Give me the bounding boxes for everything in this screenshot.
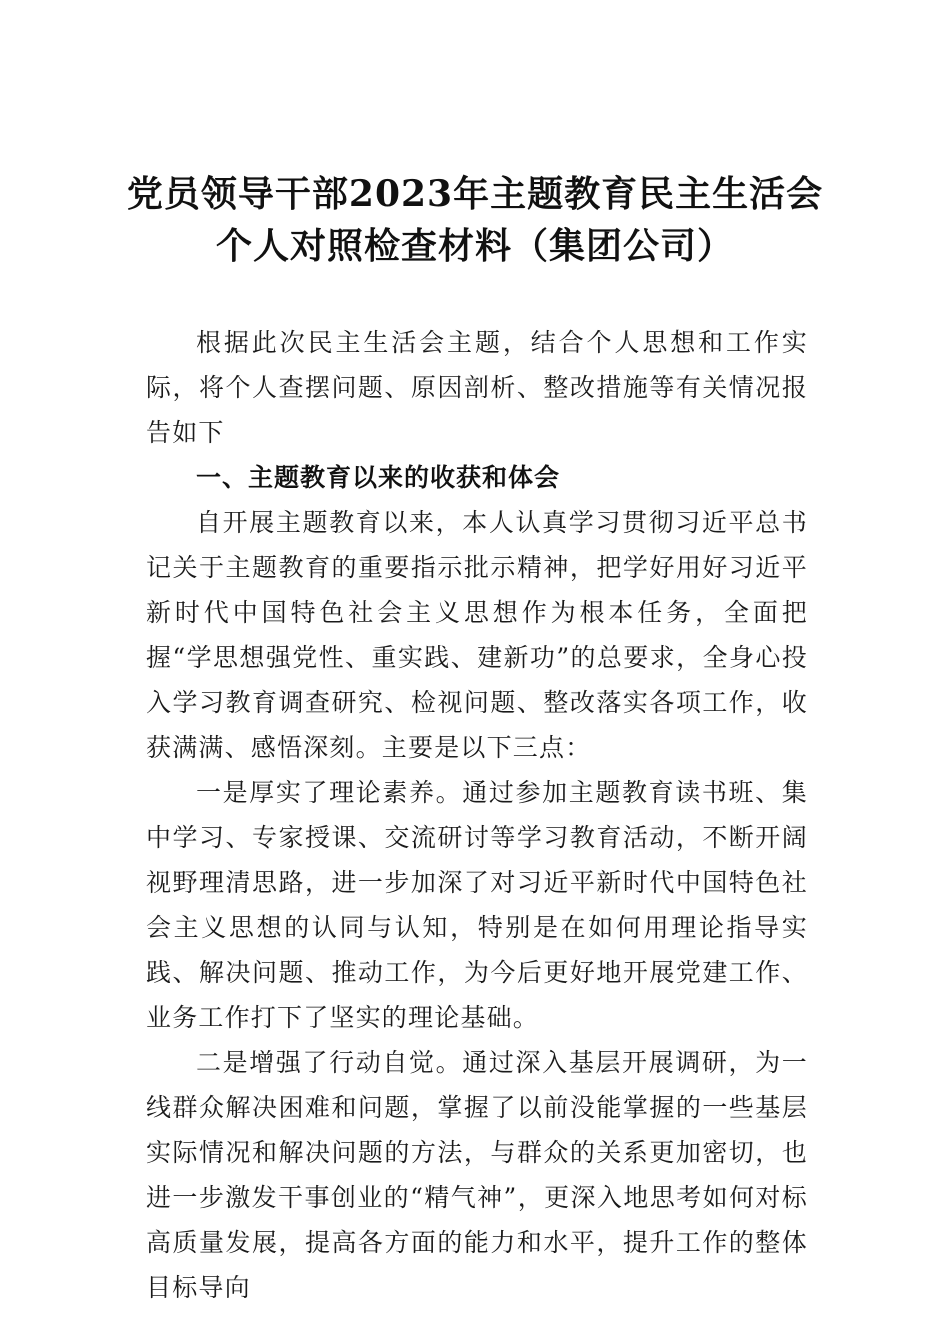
- title-line-2: 个人对照检查材料（集团公司）: [215, 225, 734, 267]
- document-body: [146, 320, 808, 1310]
- paragraph-overview: 自开展主题教育以来，本人认真学习贯彻习近平总书记关于主题教育的重要指示批示精神，把学好用好习近平新时代中国特色社会主义思想作为根本任务，全面把握“学思想强党性、重实践、建新功”的总要求，全身心投入学习教育调查研究、检视问题、整改落实各项工作，收获满满、感悟深刻。主要是以下三点：: [146, 508, 808, 762]
- title-line-1: 党员领导干部2023年主题教育民主生活会: [126, 173, 824, 215]
- paragraph-point-1: 一是厚实了理论素养。通过参加主题教育读书班、集中学习、专家授课、交流研讨等学习教育活动，不断开阔视野理清思路，进一步加深了对习近平新时代中国特色社会主义思想的认同与认知，特别是在如何用理论指导实践、解决问题、推动工作，为今后更好地开展党建工作、业务工作打下了坚实的理论基础。: [146, 778, 808, 1032]
- paragraph-point-2: 二是增强了行动自觉。通过深入基层开展调研，为一线群众解决困难和问题，掌握了以前没能掌握的一些基层实际情况和解决问题的方法，与群众的关系更加密切，也进一步激发干事创业的“精气神”，更深入地思考如何对标高质量发展，提高各方面的能力和水平，提升工作的整体目标导向: [146, 1048, 808, 1302]
- section-heading-1: 一、主题教育以来的收获和体会: [196, 463, 561, 492]
- document-title: [0, 168, 950, 272]
- paragraph-intro: 根据此次民主生活会主题，结合个人思想和工作实际，将个人查摆问题、原因剖析、整改措施等有关情况报告如下: [146, 328, 808, 447]
